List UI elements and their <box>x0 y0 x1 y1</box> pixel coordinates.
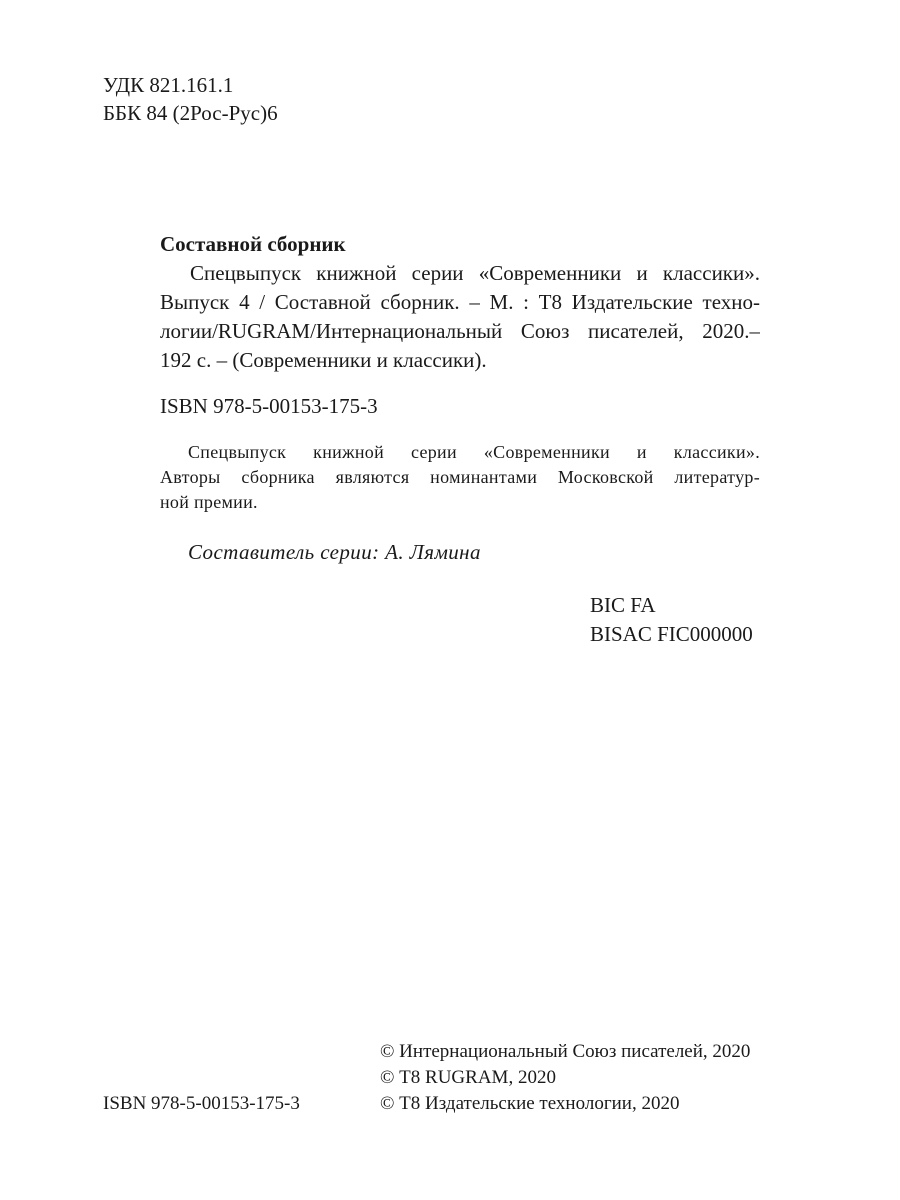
subject-codes <box>590 591 753 649</box>
copyright-line: © Т8 Издательские технологии, 2020 <box>380 1093 680 1114</box>
bic-code: BIC FA <box>590 593 656 617</box>
bisac-code: BISAC FIC000000 <box>590 622 753 646</box>
copyright-line: © Интернациональный Союз писателей, 2020 <box>380 1041 751 1062</box>
annotation-line-3: ной премии. <box>160 492 258 512</box>
copyright-line: © Т8 RUGRAM, 2020 <box>380 1067 556 1088</box>
biblio-line-1: Спецвыпуск книжной серии «Современники и классики». <box>190 261 760 285</box>
biblio-line-3: логии/RUGRAM/Интернациональный Союз писателей, 2020.– <box>160 319 760 343</box>
biblio-line-4: 192 с. – (Современники и классики). <box>160 348 487 372</box>
book-title: Составной сборник <box>160 232 346 256</box>
isbn-bottom: ISBN 978-5-00153-175-3 <box>103 1093 300 1114</box>
udk-code: УДК 821.161.1 <box>103 73 234 97</box>
annotation-line-2: Авторы сборника являются номинантами Московской литератур- <box>160 467 760 487</box>
bbk-code: ББК 84 (2Рос-Рус)6 <box>103 101 278 125</box>
classification-codes <box>103 71 278 127</box>
copyright-block <box>380 1039 750 1117</box>
isbn-main: ISBN 978-5-00153-175-3 <box>160 394 378 418</box>
annotation-line-1: Спецвыпуск книжной серии «Современники и классики». <box>188 442 760 462</box>
biblio-line-2: Выпуск 4 / Составной сборник. – М. : Т8 Издательские техно- <box>160 290 760 314</box>
bibliographic-record <box>160 230 760 375</box>
series-compiler: Составитель серии: А. Лямина <box>188 540 481 564</box>
annotation <box>160 440 760 515</box>
